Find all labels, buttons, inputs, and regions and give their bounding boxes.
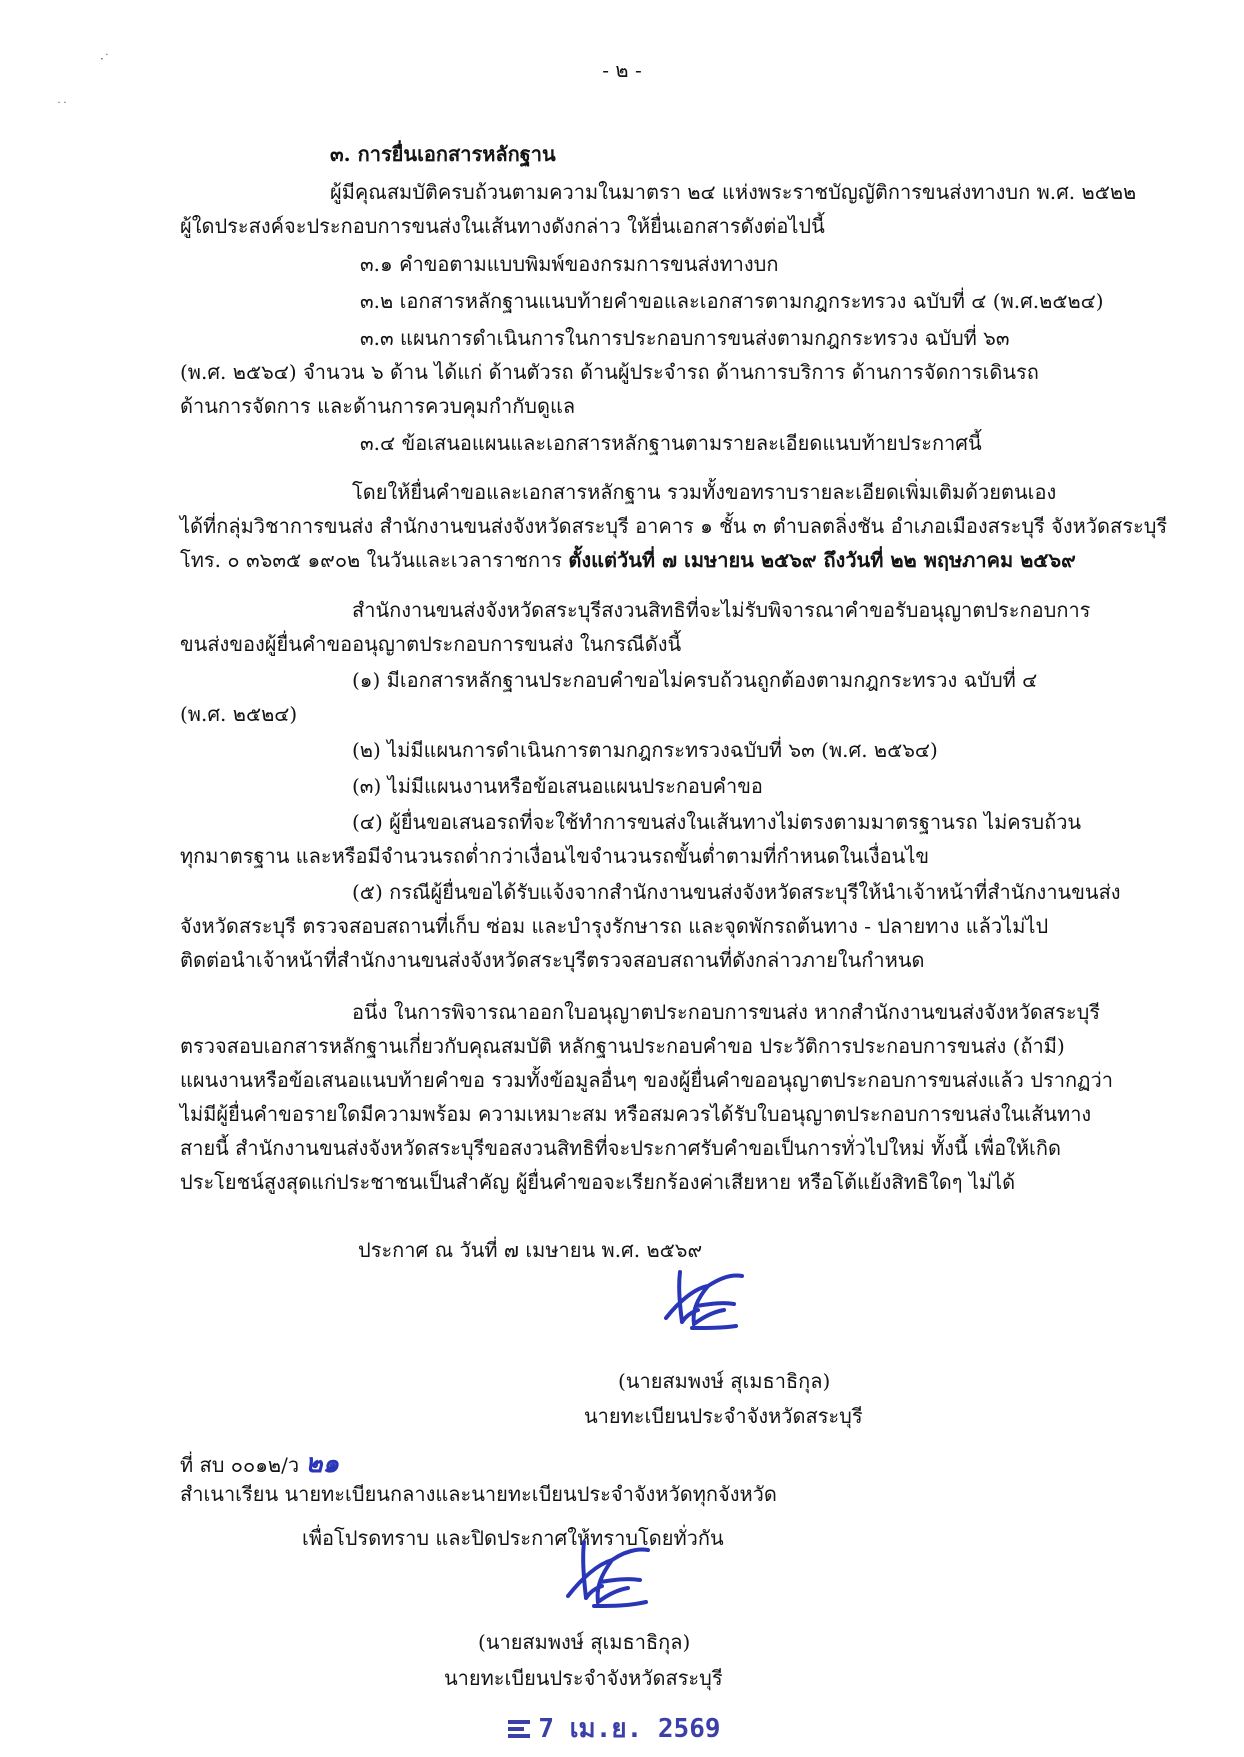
list-item: ๓.๓ แผนการดำเนินการในการประกอบการขนส่งตามกฎกระทรวง ฉบับที่ ๖๓: [360, 326, 1010, 350]
paragraph-line: ได้ที่กลุ่มวิชาการขนส่ง สำนักงานขนส่งจังหวัดสระบุรี อาคาร ๑ ชั้น ๓ ตำบลตลิ่งชัน อำเภอเมืองสระบุรี จังหวัดสระบุรี: [180, 514, 1168, 538]
handwritten-number: ๒๑: [305, 1449, 340, 1479]
list-item-continued: ด้านการจัดการ และด้านการควบคุมกำกับดูแล: [180, 394, 576, 418]
condition-item: (๑) มีเอกสารหลักฐานประกอบคำขอไม่ครบถ้วนถูกต้องตามกฎกระทรวง ฉบับที่ ๔: [352, 668, 1038, 692]
scan-speck: ·˙: [100, 52, 110, 66]
paragraph-line: ไม่มีผู้ยื่นคำขอรายใดมีความพร้อม ความเหมาะสม หรือสมควรได้รับใบอนุญาตประกอบการขนส่งในเส้นทาง: [180, 1102, 1092, 1126]
signer-name: (นายสมพงษ์ สุเมธาธิกุล): [618, 1369, 831, 1393]
paragraph-line: ผู้มีคุณสมบัติครบถ้วนตามความในมาตรา ๒๔ แห่งพระราชบัญญัติการขนส่งทางบก พ.ศ. ๒๕๒๒: [330, 180, 1137, 204]
paragraph-line: โดยให้ยื่นคำขอและเอกสารหลักฐาน รวมทั้งขอทราบรายละเอียดเพิ่มเติมด้วยตนเอง: [352, 480, 1057, 504]
list-item: ๓.๔ ข้อเสนอแผนและเอกสารหลักฐานตามรายละเอียดแนบท้ายประกาศนี้: [360, 431, 982, 455]
copy-to: สำเนาเรียน นายทะเบียนกลางและนายทะเบียนประจำจังหวัดทุกจังหวัด: [180, 1482, 777, 1506]
stamp-mark-icon: [506, 1717, 532, 1741]
condition-item: (๔) ผู้ยื่นขอเสนอรถที่จะใช้ทำการขนส่งในเส้นทางไม่ตรงตามมาตรฐานรถ ไม่ครบถ้วน: [352, 810, 1082, 834]
condition-item: (๒) ไม่มีแผนการดำเนินการตามกฎกระทรวงฉบับที่ ๖๓ (พ.ศ. ๒๕๖๔): [352, 738, 938, 762]
paragraph-line: ประโยชน์สูงสุดแก่ประชาชนเป็นสำคัญ ผู้ยื่นคำขอจะเรียกร้องค่าเสียหาย หรือโต้แย้งสิทธิใดๆ ไม่ได้: [180, 1170, 1016, 1194]
condition-item-continued: ติดต่อนำเจ้าหน้าที่สำนักงานขนส่งจังหวัดสระบุรีตรวจสอบสถานที่ดังกล่าวภายในกำหนด: [180, 948, 925, 972]
scan-speck: ˙˙: [56, 100, 68, 114]
reference-label: ที่ สบ ๐๐๑๒/ว: [180, 1453, 306, 1477]
paragraph-line: แผนงานหรือข้อเสนอแนบท้ายคำขอ รวมทั้งข้อมูลอื่นๆ ของผู้ยื่นคำขออนุญาตประกอบการขนส่งแล้ว ปรากฏว่า: [180, 1068, 1113, 1092]
paragraph-line: ผู้ใดประสงค์จะประกอบการขนส่งในเส้นทางดังกล่าว ให้ยื่นเอกสารดังต่อไปนี้: [180, 214, 825, 238]
announce-date: ประกาศ ณ วันที่ ๗ เมษายน พ.ศ. ๒๕๖๙: [358, 1238, 703, 1262]
signer-title: นายทะเบียนประจำจังหวัดสระบุรี: [444, 1666, 723, 1690]
submission-text: โทร. ๐ ๓๖๓๕ ๑๙๐๒ ในวันและเวลาราชการ: [180, 548, 569, 572]
list-item: ๓.๑ คำขอตามแบบพิมพ์ของกรมการขนส่งทางบก: [360, 252, 779, 276]
list-item: ๓.๒ เอกสารหลักฐานแนบท้ายคำขอและเอกสารตามกฎกระทรวง ฉบับที่ ๔ (พ.ศ.๒๕๒๔): [360, 289, 1104, 313]
condition-item-continued: จังหวัดสระบุรี ตรวจสอบสถานที่เก็บ ซ่อม และบำรุงรักษารถ และจุดพักรถต้นทาง - ปลายทาง แล้วไม่ไป: [180, 914, 1049, 938]
paragraph-line: สำนักงานขนส่งจังหวัดสระบุรีสงวนสิทธิที่จะไม่รับพิจารณาคำขอรับอนุญาตประกอบการ: [352, 598, 1091, 622]
list-item-continued: (พ.ศ. ๒๕๖๔) จำนวน ๖ ด้าน ได้แก่ ด้านตัวรถ ด้านผู้ประจำรถ ด้านการบริการ ด้านการจัดการเดินรถ: [180, 360, 1039, 384]
paragraph-line: [180, 544, 1076, 576]
condition-item-continued: ทุกมาตรฐาน และหรือมีจำนวนรถต่ำกว่าเงื่อนไขจำนวนรถขั้นต่ำตามที่กำหนดในเงื่อนไข: [180, 844, 930, 868]
date-stamp: [506, 1708, 721, 1749]
paragraph-line: สายนี้ สำนักงานขนส่งจังหวัดสระบุรีขอสงวนสิทธิที่จะประกาศรับคำขอเป็นการทั่วไปใหม่ ทั้งนี้ เพื่อให้เกิด: [180, 1136, 1061, 1160]
stamp-date: 7 เม.ย. 2569: [538, 1714, 721, 1744]
copy-to-purpose: เพื่อโปรดทราบ และปิดประกาศให้ทราบโดยทั่วกัน: [302, 1526, 724, 1550]
paragraph-line: ตรวจสอบเอกสารหลักฐานเกี่ยวกับคุณสมบัติ หลักฐานประกอบคำขอ ประวัติการประกอบการขนส่ง (ถ้ามี): [180, 1034, 1065, 1058]
signer-title: นายทะเบียนประจำจังหวัดสระบุรี: [584, 1404, 863, 1428]
condition-item: (๕) กรณีผู้ยื่นขอได้รับแจ้งจากสำนักงานขนส่งจังหวัดสระบุรีให้นำเจ้าหน้าที่สำนักงานขนส่ง: [352, 880, 1121, 904]
paragraph-line: อนึ่ง ในการพิจารณาออกใบอนุญาตประกอบการขนส่ง หากสำนักงานขนส่งจังหวัดสระบุรี: [352, 1000, 1101, 1024]
paragraph-line: ขนส่งของผู้ยื่นคำขออนุญาตประกอบการขนส่ง ในกรณีดังนี้: [180, 632, 682, 656]
condition-item-continued: (พ.ศ. ๒๕๒๔): [180, 702, 298, 726]
page-number: - ๒ -: [602, 58, 642, 82]
section-heading: ๓. การยื่นเอกสารหลักฐาน: [330, 142, 556, 166]
signature-image: [662, 1266, 750, 1346]
condition-item: (๓) ไม่มีแผนงานหรือข้อเสนอแผนประกอบคำขอ: [352, 774, 763, 798]
signature-image: [562, 1538, 658, 1622]
signer-name: (นายสมพงษ์ สุเมธาธิกุล): [478, 1630, 691, 1654]
submission-period: ตั้งแต่วันที่ ๗ เมษายน ๒๕๖๙ ถึงวันที่ ๒๒ พฤษภาคม ๒๕๖๙: [568, 548, 1076, 572]
